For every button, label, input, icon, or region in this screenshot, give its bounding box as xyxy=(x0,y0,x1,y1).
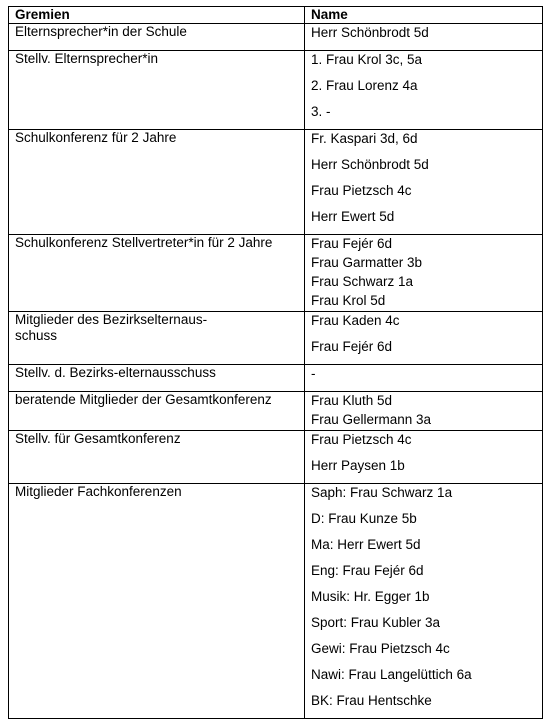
gremium-label: Mitglieder des Bezirkselternaus- schuss xyxy=(15,312,208,343)
names-cell xyxy=(305,392,543,431)
table-row xyxy=(9,431,543,484)
names-cell xyxy=(305,312,543,365)
member-name: Frau Fejér 6d xyxy=(311,236,393,251)
member-name: Frau Kaden 4c xyxy=(311,313,400,328)
table-row xyxy=(9,51,543,130)
names-cell xyxy=(305,24,543,51)
gremium-label: Elternsprecher*in der Schule xyxy=(15,24,187,39)
gremium-cell xyxy=(9,484,305,719)
member-name: Herr Schönbrodt 5d xyxy=(311,25,429,40)
gremien-table xyxy=(8,6,543,719)
names-cell xyxy=(305,431,543,484)
table-row xyxy=(9,392,543,431)
member-name: Herr Paysen 1b xyxy=(311,458,405,473)
names-cell xyxy=(305,484,543,719)
member-name: Musik: Hr. Egger 1b xyxy=(311,589,430,604)
gremium-label: Schulkonferenz Stellvertreter*in für 2 Jahre xyxy=(15,235,273,250)
member-name: 1. Frau Krol 3c, 5a xyxy=(311,52,423,67)
member-name: Gewi: Frau Pietzsch 4c xyxy=(311,641,450,656)
table-body xyxy=(9,24,543,719)
gremium-cell xyxy=(9,431,305,484)
names-cell xyxy=(305,235,543,312)
gremium-label: beratende Mitglieder der Gesamtkonferenz xyxy=(15,392,272,407)
member-name: Fr. Kaspari 3d, 6d xyxy=(311,131,418,146)
table-row xyxy=(9,130,543,235)
member-name: Ma: Herr Ewert 5d xyxy=(311,537,421,552)
header-name: Name xyxy=(305,7,543,24)
member-name: Herr Schönbrodt 5d xyxy=(311,157,429,172)
member-name: Eng: Frau Fejér 6d xyxy=(311,563,424,578)
member-name: Herr Ewert 5d xyxy=(311,209,395,224)
member-name: Frau Pietzsch 4c xyxy=(311,432,412,447)
gremium-cell xyxy=(9,365,305,392)
table-row xyxy=(9,312,543,365)
table-header-row xyxy=(9,7,543,24)
gremium-cell xyxy=(9,130,305,235)
member-name: Frau Gellermann 3a xyxy=(311,412,432,427)
gremium-cell xyxy=(9,312,305,365)
gremium-label: Stellv. für Gesamtkonferenz xyxy=(15,431,181,446)
gremium-label: Mitglieder Fachkonferenzen xyxy=(15,484,182,499)
member-name: Sport: Frau Kubler 3a xyxy=(311,615,441,630)
member-name: Frau Kluth 5d xyxy=(311,393,393,408)
names-cell xyxy=(305,365,543,392)
member-name: Frau Krol 5d xyxy=(311,293,386,308)
gremium-cell xyxy=(9,51,305,130)
member-name: Frau Fejér 6d xyxy=(311,339,393,354)
gremium-label: Schulkonferenz für 2 Jahre xyxy=(15,130,177,145)
member-name: D: Frau Kunze 5b xyxy=(311,511,417,526)
gremium-cell xyxy=(9,24,305,51)
member-name: Frau Pietzsch 4c xyxy=(311,183,412,198)
header-gremien: Gremien xyxy=(9,7,305,24)
member-name: BK: Frau Hentschke xyxy=(311,693,432,708)
member-name: - xyxy=(311,366,316,381)
gremium-cell xyxy=(9,235,305,312)
member-name: Saph: Frau Schwarz 1a xyxy=(311,485,453,500)
gremium-cell xyxy=(9,392,305,431)
names-cell xyxy=(305,130,543,235)
names-cell xyxy=(305,51,543,130)
member-name: Frau Garmatter 3b xyxy=(311,255,423,270)
gremium-label: Stellv. Elternsprecher*in xyxy=(15,51,159,66)
member-name: 3. - xyxy=(311,104,331,119)
member-name: 2. Frau Lorenz 4a xyxy=(311,78,418,93)
table-row xyxy=(9,365,543,392)
gremium-label: Stellv. d. Bezirks-elternausschuss xyxy=(15,365,216,380)
table-row xyxy=(9,484,543,719)
member-name: Frau Schwarz 1a xyxy=(311,274,414,289)
table-row xyxy=(9,24,543,51)
table-row xyxy=(9,235,543,312)
member-name: Nawi: Frau Langelüttich 6a xyxy=(311,667,472,682)
